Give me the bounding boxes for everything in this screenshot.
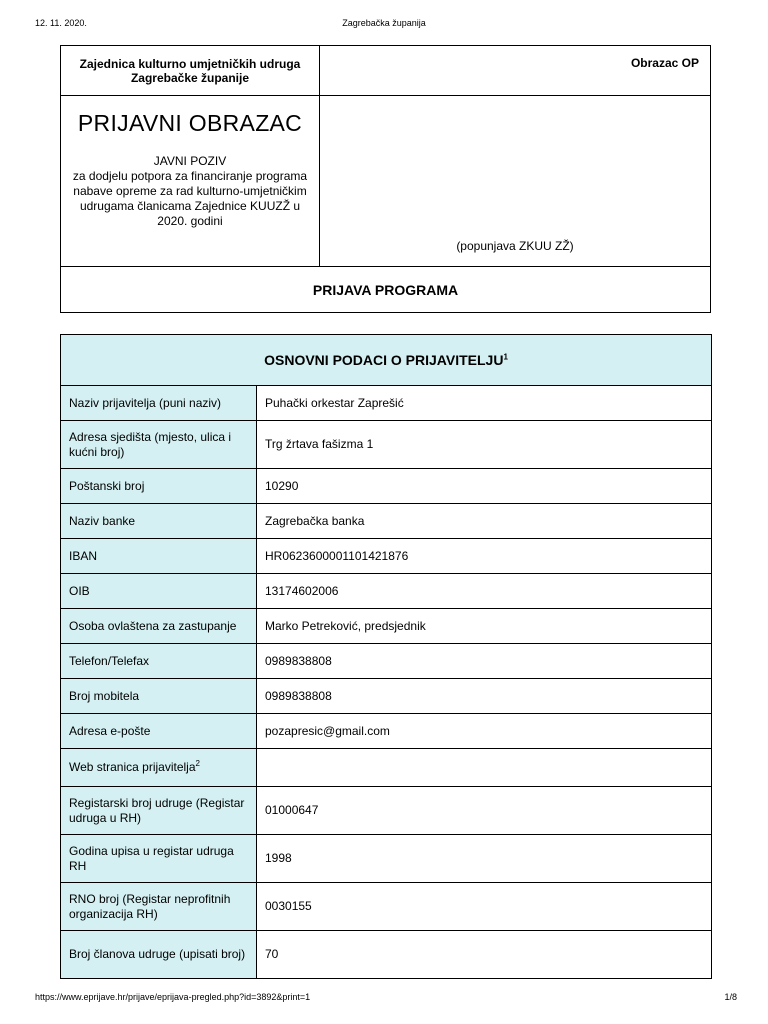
section-title: PRIJAVA PROGRAMA xyxy=(312,281,459,298)
table-row xyxy=(61,931,712,979)
row-label: Osoba ovlaštena za zastupanje xyxy=(61,609,257,644)
organization-name xyxy=(61,46,320,95)
row-value: pozapresic@gmail.com xyxy=(257,714,712,749)
row-label: Naziv banke xyxy=(61,504,257,539)
form-header-top-row xyxy=(61,46,710,96)
table-title: OSNOVNI PODACI O PRIJAVITELJU xyxy=(264,351,504,368)
table-row xyxy=(61,644,712,679)
applicant-data-table xyxy=(60,334,712,979)
table-row xyxy=(61,714,712,749)
table-row xyxy=(61,504,712,539)
row-value: 0030155 xyxy=(257,883,712,931)
table-title-cell xyxy=(61,335,712,386)
row-value: Puhački orkestar Zaprešić xyxy=(257,386,712,421)
row-label: Broj članova udruge (upisati broj) xyxy=(61,931,257,979)
row-label: RNO broj (Registar neprofitnih organizacija RH) xyxy=(61,883,257,931)
row-value: 0989838808 xyxy=(257,644,712,679)
row-value: Marko Petreković, predsjednik xyxy=(257,609,712,644)
public-call-line: nabave opreme za rad kulturno-umjetničkim xyxy=(73,184,307,198)
row-value: 13174602006 xyxy=(257,574,712,609)
table-row xyxy=(61,386,712,421)
row-value: Zagrebačka banka xyxy=(257,504,712,539)
table-row xyxy=(61,749,712,787)
form-main-title: PRIJAVNI OBRAZAC xyxy=(77,110,303,136)
public-call-line: JAVNI POZIV xyxy=(153,154,227,168)
table-row xyxy=(61,574,712,609)
table-row xyxy=(61,469,712,504)
row-value: 0989838808 xyxy=(257,679,712,714)
form-title-cell xyxy=(61,96,320,266)
row-label: OIB xyxy=(61,574,257,609)
row-label-footnote: 2 xyxy=(195,759,200,768)
table-row xyxy=(61,883,712,931)
row-label: Naziv prijavitelja (puni naziv) xyxy=(61,386,257,421)
table-header-row xyxy=(61,335,712,386)
row-label: Web stranica prijavitelja$^2$ xyxy=(61,749,257,787)
row-label: Godina upisa u registar udruga RH xyxy=(61,835,257,883)
print-date: 12. 11. 2020. xyxy=(35,18,87,28)
print-page-title: Zagrebačka županija xyxy=(342,18,426,28)
public-call-line: udrugama članicama Zajednice KUUZŽ u xyxy=(79,199,301,213)
row-label: Poštanski broj xyxy=(61,469,257,504)
table-row xyxy=(61,835,712,883)
row-value: 10290 xyxy=(257,469,712,504)
official-use-note: (popunjava ZKUU ZŽ) xyxy=(456,239,574,253)
row-label: Broj mobitela xyxy=(61,679,257,714)
row-label: Adresa sjedišta (mjesto, ulica i kućni broj) xyxy=(61,421,257,469)
form-code: Obrazac OP xyxy=(630,56,699,70)
organization-name-line2: Zagrebačke županije xyxy=(130,70,250,85)
table-row xyxy=(61,787,712,835)
print-header xyxy=(35,18,733,32)
public-call-line: 2020. godini xyxy=(157,214,223,228)
row-label: Adresa e-pošte xyxy=(61,714,257,749)
row-value: HR0623600001101421876 xyxy=(257,539,712,574)
table-title-footnote: 1 xyxy=(503,351,508,361)
form-header-block xyxy=(60,45,711,313)
form-header-middle-row xyxy=(61,96,710,267)
page-number: 1/8 xyxy=(724,992,737,1002)
table-row xyxy=(61,421,712,469)
row-value: 1998 xyxy=(257,835,712,883)
row-value xyxy=(257,749,712,787)
row-label: Telefon/Telefax xyxy=(61,644,257,679)
public-call-description xyxy=(65,154,315,229)
table-row xyxy=(61,539,712,574)
print-footer xyxy=(35,992,737,1006)
public-call-line: za dodjelu potpora za financiranje programa xyxy=(72,169,308,183)
row-label: Registarski broj udruge (Registar udruga u RH) xyxy=(61,787,257,835)
row-value: Trg žrtava fašizma 1 xyxy=(257,421,712,469)
row-label: IBAN xyxy=(61,539,257,574)
page-url-link[interactable]: https://www.eprijave.hr/prijave/eprijava-pregled.php?id=3892&print=1 xyxy=(35,992,311,1002)
row-value: 01000647 xyxy=(257,787,712,835)
organization-name-line1: Zajednica kulturno umjetničkih udruga xyxy=(79,56,301,71)
table-row xyxy=(61,609,712,644)
row-value: 70 xyxy=(257,931,712,979)
table-row xyxy=(61,679,712,714)
